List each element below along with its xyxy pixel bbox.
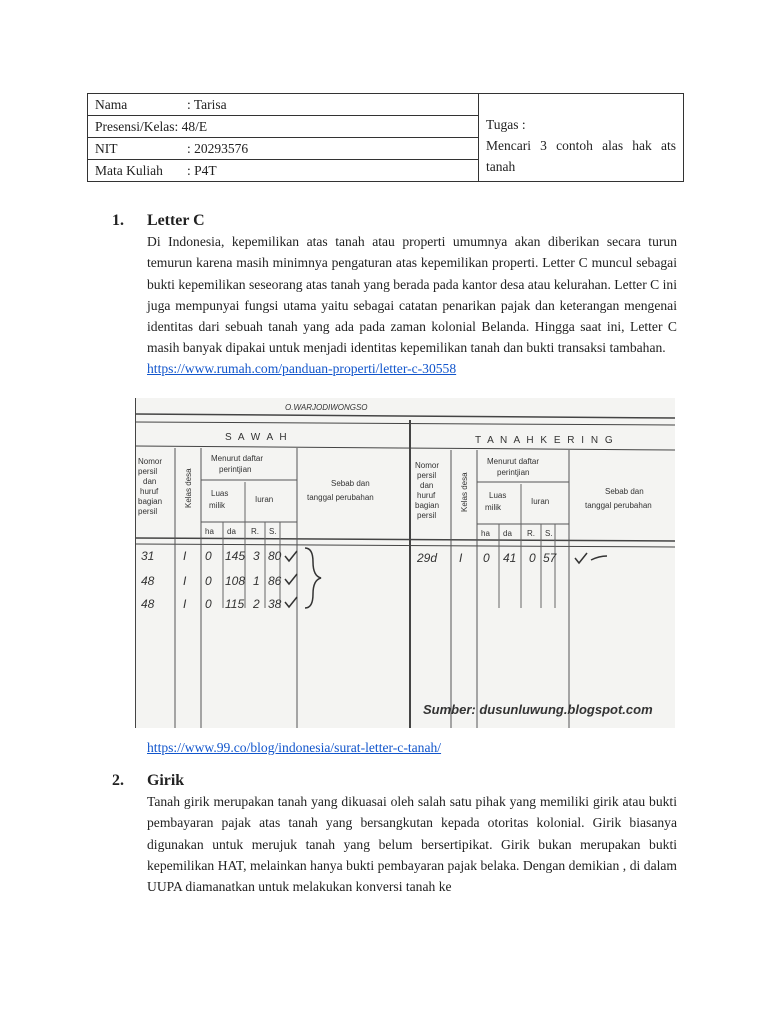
scan-label: perintjian	[497, 468, 530, 477]
scan-entry: 48	[141, 597, 155, 611]
scan-entry: 0	[205, 549, 212, 563]
scan-label: Nomor	[415, 461, 440, 470]
scan-label: da	[503, 529, 512, 538]
info-value: : 48/E	[174, 118, 208, 134]
scan-label: persil	[138, 467, 158, 476]
info-value: : Tarisa	[187, 96, 227, 112]
scan-label: Kelas desa	[184, 468, 193, 508]
info-row-matakuliah	[88, 160, 479, 182]
tugas-cell	[479, 94, 684, 182]
scan-label: dan	[143, 477, 157, 486]
student-info-table	[87, 93, 684, 182]
scan-label: perintjian	[219, 465, 252, 474]
scan-label: Menurut daftar	[487, 457, 540, 466]
scan-label: persil	[138, 507, 158, 516]
scan-entry: 108	[225, 574, 246, 588]
scan-label: tanggal perubahan	[307, 493, 374, 502]
info-row-nama	[88, 94, 479, 116]
scan-label: Luas	[211, 489, 229, 498]
scan-label: Nomor	[138, 457, 163, 466]
scan-label: Sebab dan	[605, 487, 644, 496]
scan-label: S.	[545, 529, 553, 538]
scan-label: milik	[209, 501, 225, 510]
scan-label: R.	[251, 527, 259, 536]
info-label: Presensi/Kelas	[95, 118, 175, 134]
scan-entry: 115	[225, 597, 245, 611]
tugas-body: Mencari 3 contoh alas hak ats tanah	[486, 138, 676, 174]
scan-label: huruf	[417, 491, 436, 500]
section-letter-c	[112, 210, 677, 380]
scan-label: bagian	[415, 501, 440, 510]
scan-entry: 29d	[417, 551, 438, 565]
scan-label: Kelas desa	[460, 472, 469, 512]
info-row-presensi	[88, 116, 479, 138]
scan-entry: 80	[268, 549, 282, 563]
scan-label: R.	[527, 529, 535, 538]
scan-label: persil	[417, 511, 437, 520]
section-title: Letter C	[147, 212, 205, 229]
scan-entry: 41	[503, 551, 517, 565]
scan-entry: 0	[483, 551, 490, 565]
info-label: Nama	[95, 96, 128, 112]
section-body: Tanah girik merupakan tanah yang dikuasai oleh salah satu pihak yang memiliki girik atau bukti pembayaran pajak atas tanah yang bersangkutan kepada otoritas kolonial. Girik biasanya digunakan untuk merujuk tanah yang belum bersertipikat. Girik bukan merupakan bukti kepemilikan HAT, melainkan hanya bukti pembayaran pajak belaka. Dengan demikian , di dalam UUPA diamanatkan untuk melakukan konversi tanah ke	[147, 794, 677, 895]
section-number: 1.	[112, 212, 124, 229]
scan-label: Sebab dan	[331, 479, 370, 488]
scan-entry: 0	[529, 551, 536, 565]
info-row-nit	[88, 138, 479, 160]
scan-label: Luas	[489, 491, 507, 500]
info-value: : P4T	[187, 162, 217, 178]
scan-label: ha	[481, 529, 490, 538]
letter-c-scan-image	[135, 398, 675, 728]
scan-tanah-kering-heading: T A N A H K E R I N G	[475, 435, 615, 446]
tugas-title: Tugas :	[486, 117, 526, 132]
scan-label: milik	[485, 503, 501, 512]
scan-label: da	[227, 527, 236, 536]
scan-entry: I	[183, 574, 187, 588]
scan-entry: 57	[543, 551, 557, 565]
info-label: Mata Kuliah	[95, 162, 163, 178]
scan-label: bagian	[138, 497, 163, 506]
scan-entry: I	[183, 549, 187, 563]
scan-label: ha	[205, 527, 214, 536]
letter-c-form-drawing	[135, 398, 675, 728]
source-link-rumah[interactable]: https://www.rumah.com/panduan-properti/letter-c-30558	[147, 361, 457, 377]
scan-entry: 3	[253, 549, 260, 563]
info-label: NIT	[95, 140, 118, 156]
scan-label: huruf	[140, 487, 159, 496]
section-title: Girik	[147, 772, 185, 789]
scan-entry: 1	[253, 574, 260, 588]
scan-entry: 2	[253, 597, 260, 611]
scan-label: Iuran	[255, 495, 274, 504]
scan-entry: 0	[205, 597, 212, 611]
scan-entry: 86	[268, 574, 282, 588]
scan-entry: 48	[141, 574, 155, 588]
scan-entry: I	[183, 597, 187, 611]
scan-label: tanggal perubahan	[585, 501, 652, 510]
source-link-99co[interactable]: https://www.99.co/blog/indonesia/surat-letter-c-tanah/	[147, 740, 442, 755]
scan-source-watermark: Sumber: dusunluwung.blogspot.com	[423, 702, 653, 717]
scan-label: Iuran	[531, 497, 550, 506]
section-girik	[112, 770, 677, 897]
scan-stamp: O.WARJODIWONGSO	[285, 403, 368, 412]
scan-entry: 0	[205, 574, 212, 588]
section-body: Di Indonesia, kepemilikan atas tanah atau properti umumnya akan diberikan secara turun temurun karena masih minimnya pengaturan atas kepemilikan properti. Letter C muncul sebagai bukti kepemilikan seseorang atas tanah yang berada pada kantor desa atau kelurahan. Letter C ini juga mempunyai fungsi utama yaitu sebagai catatan penarikan pajak dan keterangan mengenai identitas dari sebuah tanah yang ada pada zaman kolonial Belanda. Hingga saat ini, Letter C masih banyak dipakai untuk menjadi identitas kepemilikan tanah dan bukti transaksi tambahan.	[147, 234, 677, 356]
scan-label: persil	[417, 471, 437, 480]
scan-label: dan	[420, 481, 434, 490]
section-number: 2.	[112, 772, 124, 789]
link-line	[147, 740, 441, 756]
section-heading	[112, 210, 677, 231]
scan-entry: I	[459, 551, 463, 565]
scan-entry: 145	[225, 549, 246, 563]
scan-entry: 38	[268, 597, 282, 611]
scan-sawah-heading: S A W A H	[225, 432, 289, 443]
scan-label: Menurut daftar	[211, 454, 264, 463]
info-value: : 20293576	[187, 140, 249, 156]
scan-entry: 31	[141, 549, 155, 563]
scan-label: S.	[269, 527, 277, 536]
section-heading	[112, 770, 677, 791]
